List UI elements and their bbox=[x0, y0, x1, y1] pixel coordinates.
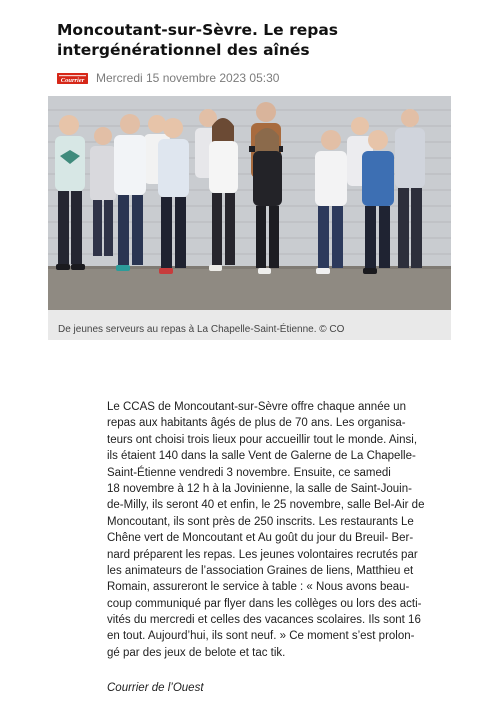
article-line: Moncoutant, ils sont près de 250 inscrits. Les restaurants Le bbox=[107, 515, 414, 528]
article-line: coup communiqué par flyer dans les collèges ou lors des acti- bbox=[107, 597, 422, 610]
article-line: Chêne vert de Moncoutant et Au goût du jour du Breuil- Ber- bbox=[107, 532, 414, 545]
publish-date: Mercredi 15 novembre 2023 05:30 bbox=[96, 71, 280, 85]
article-line: de-Milly, ils seront 40 et enfin, le 25 novembre, salle Bel-Air de bbox=[107, 499, 425, 512]
article-line: Saint-Étienne vendredi 3 novembre. Ensuite, ce samedi bbox=[107, 466, 391, 479]
photo-caption: De jeunes serveurs au repas à La Chapelle-Saint-Étienne. © CO bbox=[58, 324, 345, 335]
article-signature: Courrier de l’Ouest bbox=[107, 682, 204, 694]
article-line: ils étaient 140 dans la salle Vent de Galerne de La Chapelle- bbox=[107, 450, 416, 463]
article-photo[interactable] bbox=[48, 96, 451, 310]
group-photo-image bbox=[48, 96, 451, 310]
article-line: repas aux habitants âgés de plus de 70 ans. Les organisa- bbox=[107, 417, 406, 430]
article-line: en tout. Aujourd’hui, ils sont neuf. » Ce moment s’est prolon- bbox=[107, 630, 415, 643]
article-line: nard préparent les repas. Les jeunes volontaires recrutés par bbox=[107, 548, 418, 561]
article-line: Romain, assureront le service à table : « Nous avons beau- bbox=[107, 581, 410, 594]
photo-figure bbox=[48, 96, 451, 340]
courrier-logo[interactable] bbox=[57, 73, 88, 84]
article-line: les animateurs de l’association Graines de liens, Matthieu et bbox=[107, 564, 414, 577]
article-body bbox=[107, 399, 447, 661]
svg-text:Courrier: Courrier bbox=[60, 76, 85, 84]
article-meta bbox=[57, 70, 279, 86]
article-line: 18 novembre à 12 h à la Jovinienne, la salle de Saint-Jouin- bbox=[107, 482, 412, 495]
article-line: teurs ont choisi trois lieux pour accueillir tout le monde. Ainsi, bbox=[107, 433, 418, 446]
article-line: Le CCAS de Moncoutant-sur-Sèvre offre chaque année un bbox=[107, 401, 406, 413]
article-line: gé par des jeux de belote et tac tik. bbox=[107, 646, 286, 659]
article-line: vités du mercredi et celles des vacances scolaires. Ils sont 16 bbox=[107, 614, 421, 627]
courrier-logo-mark bbox=[57, 73, 88, 84]
article-title: Moncoutant-sur-Sèvre. Le repas intergénérationnel des aînés bbox=[57, 21, 339, 59]
